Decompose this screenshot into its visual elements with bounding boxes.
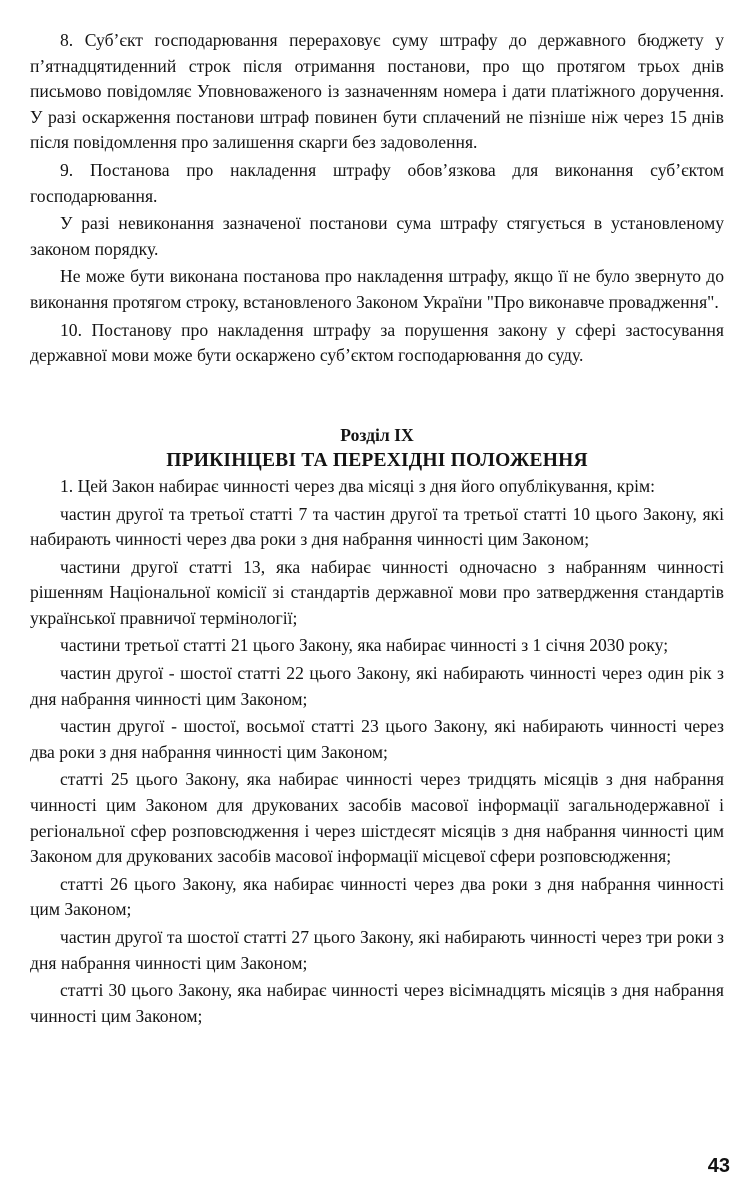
section-title: ПРИКІНЦЕВІ ТА ПЕРЕХІДНІ ПОЛОЖЕННЯ xyxy=(166,450,588,472)
provision-article-27: частин другої та шостої статті 27 цього Закону, які набирають чинності через три роки з дня набрання чинності цим Законом; xyxy=(30,927,724,973)
provision-article-22: частин другої - шостої статті 22 цього Закону, які набирають чинності через один рік з дня набрання чинності цим Законом; xyxy=(30,663,724,709)
paragraph-item-8: 8. Суб’єкт господарювання перераховує суму штрафу до державного бюджету у п’ятнадцятиденний строк після отримання постанови, про що протягом трьох днів письмово повідомляє Уповноваженого із зазначенням номера і дати платіжного доручення. У разі оскарження постанови штраф повинен бути сплачений не пізніше ніж через 15 днів після повідомлення про залишення скарги без задоволення. xyxy=(30,30,724,153)
section-gap xyxy=(30,371,724,423)
provision-article-7-10: частин другої та третьої статті 7 та частин другої та третьої статті 10 цього Закону, які набирають чинності через два роки з дня набрання чинності цим Законом; xyxy=(30,503,724,550)
paragraph-item-10: 10. Постанову про накладення штрафу за порушення закону у сфері застосування державної мови може бути оскаржено суб’єктом господарювання до суду. xyxy=(30,319,724,366)
provision-article-23: частин другої - шостої, восьмої статті 23 цього Закону, які набирають чинності через два роки з дня набрання чинності цим Законом; xyxy=(30,716,724,762)
paragraph-not-executed: Не може бути виконана постанова про накладення штрафу, якщо її не було звернуто до виконання протягом строку, встановленого Законом України "Про виконавче провадження". xyxy=(30,266,724,312)
provision-article-26: статті 26 цього Закону, яка набирає чинності через два роки з дня набрання чинності цим Законом; xyxy=(30,873,724,920)
provision-item-1: 1. Цей Закон набирає чинності через два місяці з дня його опублікування, крім: xyxy=(60,475,656,496)
page-number: 43 xyxy=(707,1155,730,1177)
top-section xyxy=(30,28,724,369)
provision-article-21: частини третьої статті 21 цього Закону, яка набирає чинності з 1 січня 2030 року; xyxy=(60,635,669,656)
provision-article-25: статті 25 цього Закону, яка набирає чинності через тридцять місяців з дня набрання чинності цим Законом для друкованих засобів масової інформації загальнодержавної і регіональної сфер розповсюдження і через шістдесят місяців з дня набрання чинності цим Законом для друкованих засобів масової інформації місцевої сфери розповсюдження; xyxy=(30,769,724,867)
provision-article-30: статті 30 цього Закону, яка набирає чинності через вісімнадцять місяців з дня набрання чинності цим Законом; xyxy=(30,980,724,1026)
paragraph-item-9: 9. Постанова про накладення штрафу обов’язкова для виконання суб’єктом господарювання. xyxy=(30,159,724,206)
section-label: Розділ IX xyxy=(340,424,414,445)
final-provisions xyxy=(30,474,724,1029)
paragraph-enforcement: У разі невиконання зазначеної постанови сума штрафу стягується в установленому законом порядку. xyxy=(30,213,724,259)
provision-article-13: частини другої статті 13, яка набирає чинності одночасно з набранням чинності рішенням Національної комісії зі стандартів державної мови про затвердження стандартів української правничої термінології; xyxy=(30,556,724,628)
